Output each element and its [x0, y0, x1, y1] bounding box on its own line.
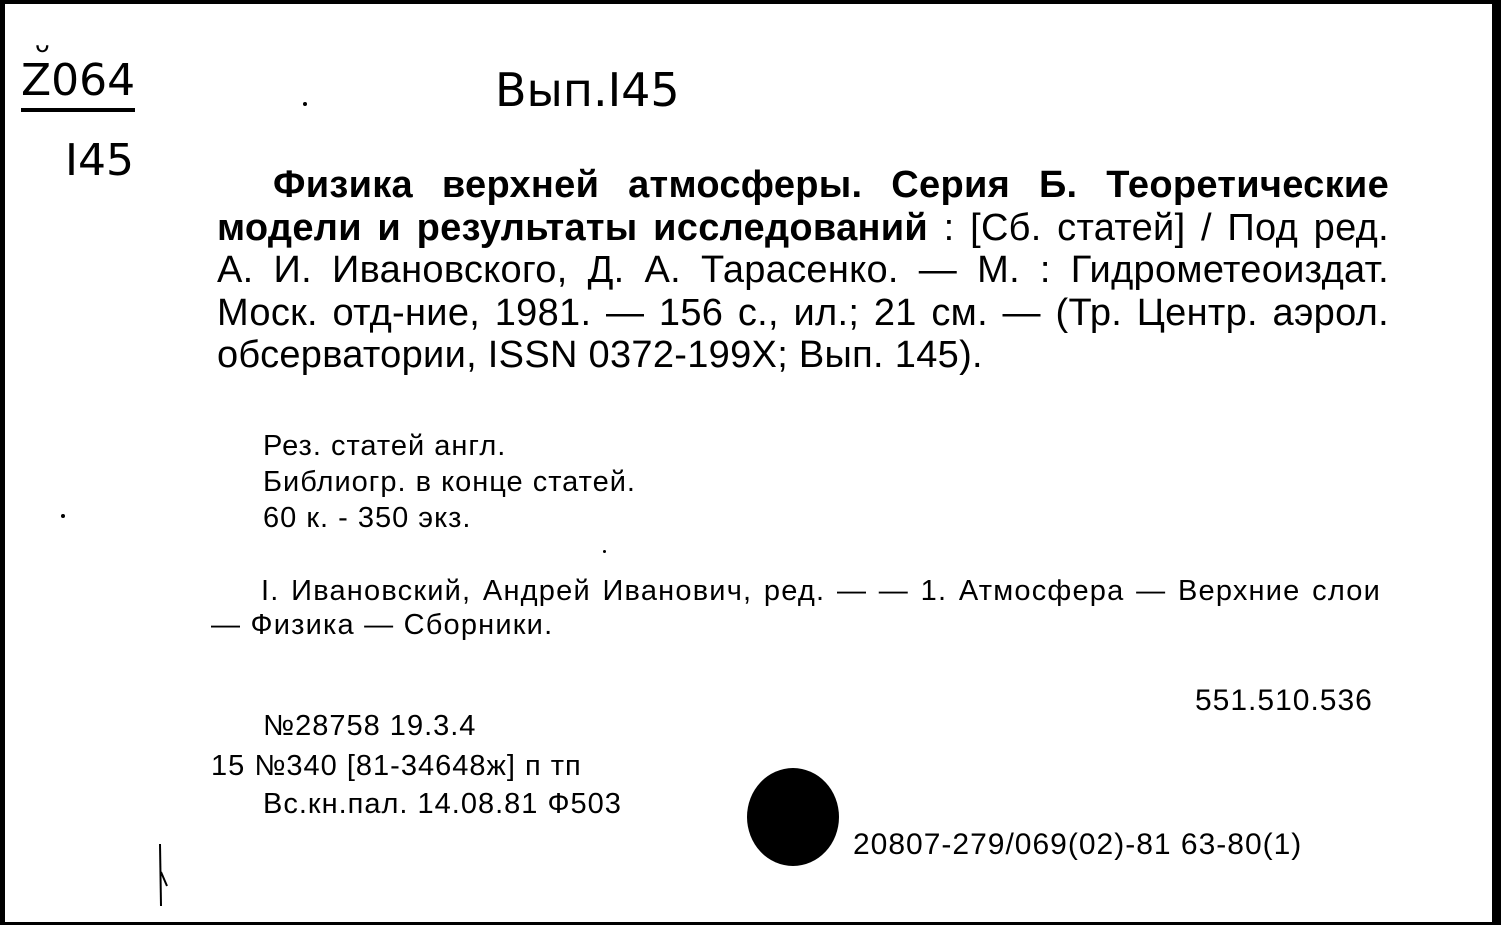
volume-heading: Вып.I45 — [495, 63, 680, 117]
note-bibliography: Библиогр. в конце статей. — [263, 466, 636, 498]
tracings — [211, 574, 1381, 642]
registration-line-1: №28758 19.3.4 — [263, 710, 477, 742]
ink-speck — [603, 550, 606, 553]
note-summary: Рез. статей англ. — [263, 430, 507, 462]
note-price-copies: 60 к. ‑ 350 экз. — [263, 502, 472, 534]
registration-line-3: Вс.кн.пал. 14.08.81 Ф503 — [263, 788, 622, 820]
publisher-code: 20807-279/069(02)-81 63-80(1) — [853, 828, 1303, 861]
tracings-text: I. Ивановский, Андрей Иванович, ред. — — 1. Атмосфера — Верхние слои — Физика — Сборники. — [211, 575, 1381, 641]
description-rest: : [Сб. статей] / Под ред. А. И. Ивановского, Д. А. Тарасенко. — М. : Гидрометеоиздат. Моск. отд-ние, 1981. — 156 с., ил.; 21 см. — (Тр. Центр. аэрол. обсерватории, ISSN 0372-199X; Вып. 145). — [217, 206, 1390, 376]
pen-mark — [151, 842, 171, 908]
call-number-author-mark: I45 — [65, 135, 134, 186]
punch-hole — [747, 768, 839, 866]
title-proper: Физика верхней атмосферы. Серия Б. Теоретические модели и результаты исследований — [217, 164, 1389, 249]
call-number-mark: ᴗ — [35, 30, 50, 58]
bibliographic-description — [217, 164, 1389, 377]
ink-speck — [61, 514, 65, 518]
udc-number: 551.510.536 — [1195, 684, 1373, 717]
ink-speck — [303, 102, 307, 106]
call-number-class: Z064 — [21, 58, 135, 112]
notes-block — [263, 428, 636, 536]
registration-line-2: 15 №340 [81-34648ж] п тп — [211, 750, 582, 782]
